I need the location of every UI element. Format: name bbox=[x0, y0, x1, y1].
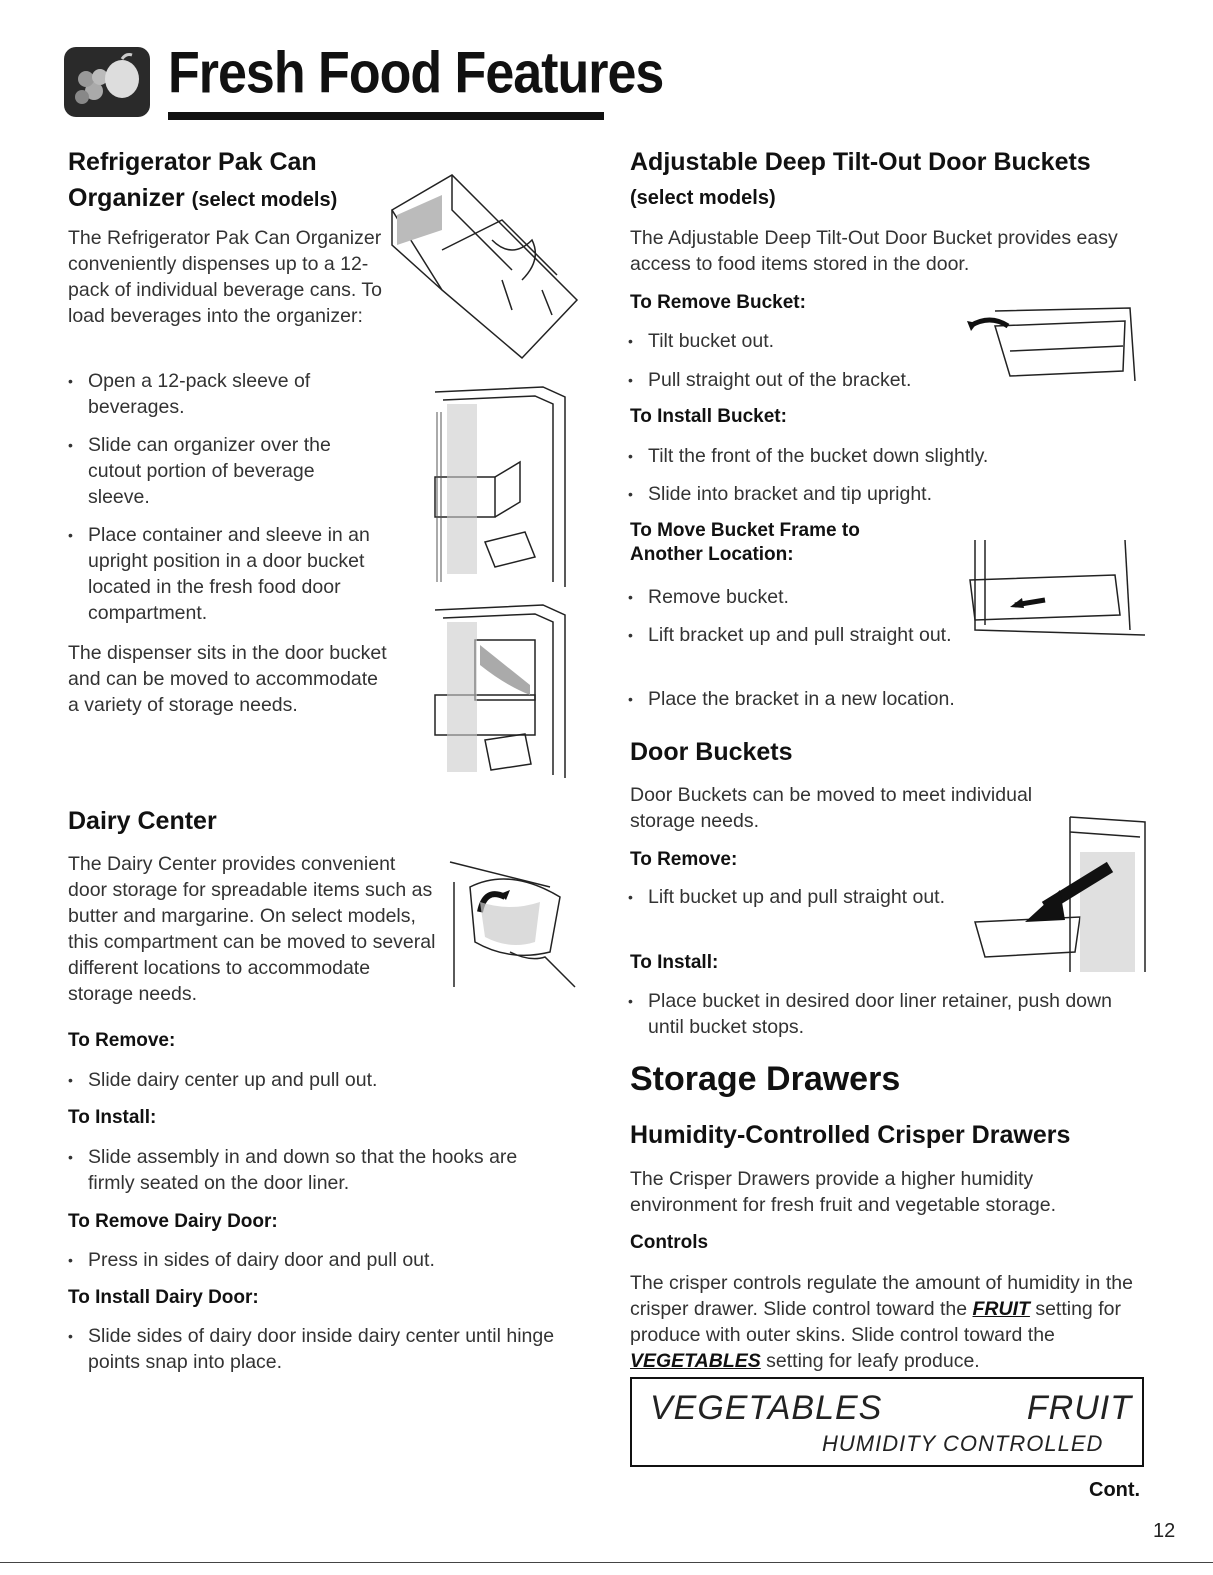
door-install-step: • Place bucket in desired door liner retainer, push down until bucket stops. bbox=[626, 988, 1116, 1040]
pak-heading-line1: Refrigerator Pak Can bbox=[68, 148, 317, 176]
dairy-heading: Dairy Center bbox=[68, 807, 217, 835]
pak-bullet: • Slide can organizer over the cutout portion of beverage sleeve. bbox=[66, 432, 356, 510]
can-organizer-illustration bbox=[382, 170, 592, 360]
controls-text: The crisper controls regulate the amount of humidity in the crisper drawer. Slide control toward the FRUIT setting for produce with outer skins. Slide control toward the VEGETABLES setting for leafy produce. bbox=[630, 1272, 1133, 1372]
tilt-install-step: • Slide into bracket and tip upright. bbox=[626, 481, 1126, 507]
tilt-remove-heading: To Remove Bucket: bbox=[630, 292, 806, 313]
tilt-intro: The Adjustable Deep Tilt-Out Door Bucket provides easy access to food items stored in the door. bbox=[630, 227, 1118, 275]
dairy-remove-door-heading: To Remove Dairy Door: bbox=[68, 1211, 278, 1232]
fruit-term: FRUIT bbox=[972, 1298, 1030, 1320]
dairy-install-door-step: • Slide sides of dairy door inside dairy center until hinge points snap into place. bbox=[66, 1323, 566, 1375]
dairy-center-illustration bbox=[440, 852, 588, 992]
tilt-install-heading: To Install Bucket: bbox=[630, 406, 787, 427]
continued-marker: Cont. bbox=[1089, 1479, 1141, 1501]
tilt-subheading: (select models) bbox=[630, 187, 776, 209]
door-install-heading: To Install: bbox=[630, 952, 719, 973]
crisper-intro: The Crisper Drawers provide a higher humidity environment for fresh fruit and vegetable storage. bbox=[630, 1168, 1056, 1216]
pak-bullet: • Open a 12-pack sleeve of beverages. bbox=[66, 368, 356, 420]
page-number: 12 bbox=[1153, 1520, 1176, 1542]
humidity-control-label bbox=[630, 1377, 1144, 1467]
dairy-install-heading: To Install: bbox=[68, 1107, 157, 1128]
pak-heading-line2: Organizer (select models) bbox=[68, 184, 338, 212]
bucket-frame-illustration bbox=[955, 535, 1150, 645]
door-buckets-intro: Door Buckets can be moved to meet individual storage needs. bbox=[630, 784, 1033, 832]
dairy-install-door-heading: To Install Dairy Door: bbox=[68, 1287, 259, 1308]
tilt-move-heading: To Move Bucket Frame to Another Location: bbox=[630, 520, 860, 565]
vegetables-term: VEGETABLES bbox=[630, 1350, 761, 1372]
bottom-rule bbox=[0, 1562, 1213, 1563]
door-bucket-illustration bbox=[425, 382, 573, 592]
dairy-intro: The Dairy Center provides convenient door storage for spreadable items such as butter and margarine. On select models, this compartment can be moved to several different locations to accommodate storage needs. bbox=[68, 853, 436, 1005]
tilt-remove-step: • Pull straight out of the bracket. bbox=[626, 367, 946, 393]
crisper-heading: Humidity-Controlled Crisper Drawers bbox=[630, 1121, 1071, 1149]
tilt-move-step: • Remove bucket. bbox=[626, 584, 946, 610]
door-buckets-heading: Door Buckets bbox=[630, 738, 793, 766]
page-title: Fresh Food Features bbox=[168, 41, 664, 107]
door-organizer-illustration bbox=[425, 600, 573, 780]
tilt-install-step: • Tilt the front of the bucket down slightly. bbox=[626, 443, 1126, 469]
dairy-remove-door-step: • Press in sides of dairy door and pull out. bbox=[66, 1247, 546, 1273]
pak-bullet: • Place container and sleeve in an upright position in a door bucket located in the fresh food door compartment. bbox=[66, 522, 406, 626]
door-remove-step: • Lift bucket up and pull straight out. bbox=[626, 884, 946, 910]
pak-heading-sub: (select models) bbox=[191, 189, 338, 211]
dairy-remove-heading: To Remove: bbox=[68, 1030, 176, 1051]
door-bucket-removal-illustration bbox=[970, 812, 1150, 977]
dairy-install-step: • Slide assembly in and down so that the hooks are firmly seated on the door liner. bbox=[66, 1144, 566, 1196]
label-fruit: FRUIT bbox=[1026, 1389, 1132, 1427]
storage-heading: Storage Drawers bbox=[630, 1060, 901, 1098]
tilt-bucket-illustration bbox=[965, 296, 1150, 388]
controls-heading: Controls bbox=[630, 1232, 709, 1253]
tilt-heading: Adjustable Deep Tilt-Out Door Buckets bbox=[630, 148, 1091, 176]
pak-intro: The Refrigerator Pak Can Organizer conveniently dispenses up to a 12-pack of individual beverage cans. To load beverages into the organizer: bbox=[68, 227, 383, 327]
label-humidity-controlled: HUMIDITY CONTROLLED bbox=[822, 1431, 1104, 1456]
dairy-remove-step: • Slide dairy center up and pull out. bbox=[66, 1067, 546, 1093]
produce-logo-icon bbox=[64, 47, 150, 117]
title-rule bbox=[168, 112, 604, 120]
pak-outro: The dispenser sits in the door bucket and can be moved to accommodate a variety of storage needs. bbox=[68, 642, 387, 716]
label-vegetables: VEGETABLES bbox=[650, 1389, 883, 1427]
door-remove-heading: To Remove: bbox=[630, 849, 738, 870]
tilt-remove-step: • Tilt bucket out. bbox=[626, 328, 946, 354]
tilt-move-step: • Place the bracket in a new location. bbox=[626, 686, 1126, 712]
tilt-move-step: • Lift bracket up and pull straight out. bbox=[626, 622, 956, 648]
